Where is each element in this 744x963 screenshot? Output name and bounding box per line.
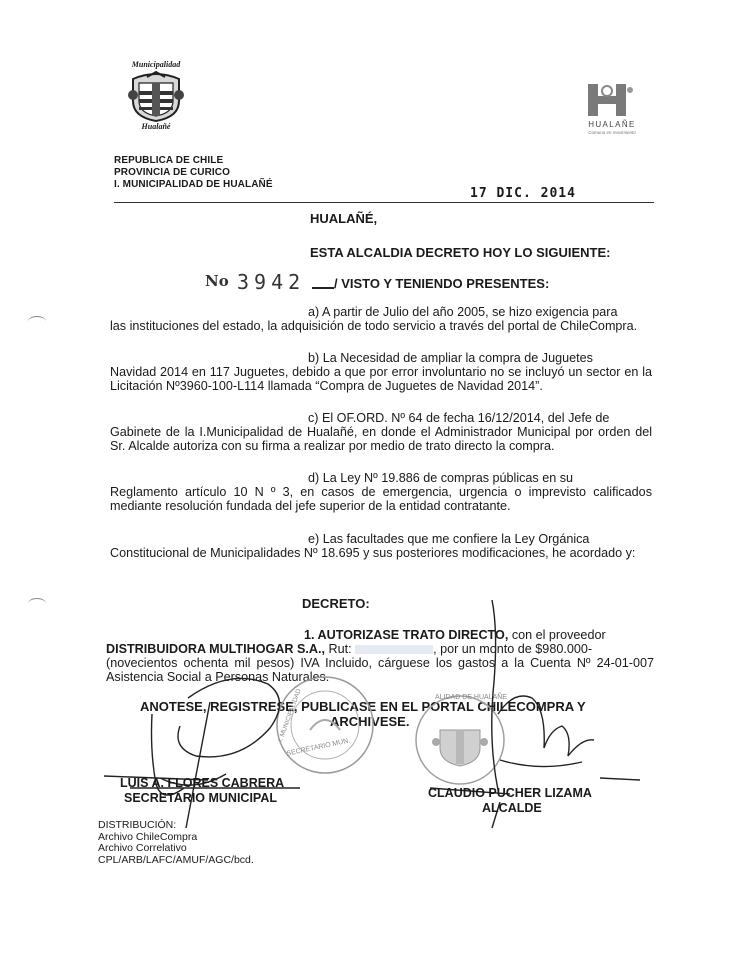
header-municipality: I. MUNICIPALIDAD DE HUALAÑÉ [114, 179, 273, 190]
mayor-title: ALCALDE [482, 801, 542, 815]
article-1-after-heading: con el proveedor [511, 628, 606, 642]
municipal-seal [122, 60, 190, 134]
secretary-signature [104, 678, 300, 828]
closing-line-1: ANOTESE, REGISTRESE, PUBLICASE EN EL PORTAL CHILECOMPRA Y [140, 699, 586, 714]
distribution-heading: DISTRIBUCIÓN: [98, 819, 177, 831]
article-1-heading: 1. AUTORIZASE TRATO DIRECTO, [304, 628, 509, 642]
stamp-side-text: I. MUNICIPALIDAD [277, 688, 303, 743]
brand-name: HUALAÑE [588, 120, 636, 129]
paragraph-d-rest: Reglamento artículo 10 N º 3, en casos de emergencia, urgencia o imprevisto calificados mediante resolución fundada del jefe superior de la entidad contratante. [110, 485, 652, 513]
header-province: PROVINCIA DE CURICO [114, 167, 230, 178]
paragraph-e-rest: Constitucional de Municipalidades Nº 18.695 y sus posteriores modificaciones, he acordado y: [110, 546, 636, 560]
number-prefix: No [205, 272, 229, 290]
closing-line-2: ARCHIVESE. [330, 714, 410, 729]
header-rule [114, 202, 654, 203]
seal-top-text: Municipalidad [131, 60, 181, 69]
brand-logo [580, 82, 652, 142]
paragraph-e-first: e) Las facultades que me confiere la Ley Orgánica [308, 532, 590, 546]
secretary-title: SECRETARIO MUNICIPAL [124, 791, 278, 805]
distribution-list [98, 820, 254, 866]
paragraph-c-rest: Gabinete de la I.Municipalidad de Hualañé, en donde el Administrador Municipal por orden del Sr. Alcalde autoriza con su firma a realizar por medio de trato directo la compra. [110, 425, 652, 453]
rut-label: Rut: [328, 642, 352, 656]
decree-date-stamp: 17 DIC. 2014 [470, 186, 576, 201]
paragraph-b-first: b) La Necesidad de ampliar la compra de Juguetes [308, 351, 593, 365]
decreto-heading: DECRETO: [302, 596, 370, 611]
mayor-stamp-text: ALIDAD DE HUALAÑE [435, 694, 507, 701]
decree-intro: ESTA ALCALDIA DECRETO HOY LO SIGUIENTE: [310, 245, 611, 260]
distribution-item: Archivo Correlativo [98, 842, 187, 854]
paragraph-b-rest: Navidad 2014 en 117 Juguetes, debido a que por error involuntario no se incluyó un sector en la Licitación Nº3960-100-L114 llamada “Compra de Juguetes de Navidad 2014”. [110, 365, 652, 393]
hualane-logo-icon [586, 82, 634, 118]
article-1-rest: (novecientos ochenta mil pesos) IVA Incluido, cárguese los gastos a la Cuenta Nº 24-01-007 Asistencia Social a Personas Naturales. [106, 656, 654, 684]
number-underline [312, 287, 334, 289]
paragraph-c-first: c) El OF.ORD. Nº 64 de fecha 16/12/2014, del Jefe de [308, 411, 610, 425]
place-line: HUALAÑÉ, [310, 211, 378, 226]
distribution-item: CPL/ARB/LAFC/AMUF/AGC/bcd. [98, 853, 254, 866]
article-1-amount: , por un monto de $980.000- [433, 642, 593, 656]
secretary-name: LUIS A. FLORES CABRERA [120, 776, 285, 790]
decree-number: 3942 [237, 270, 306, 294]
brand-tagline: Comuna en movimiento [588, 130, 636, 135]
header-republic: REPUBLICA DE CHILE [114, 155, 224, 166]
distribution-item: Archivo ChileCompra [98, 830, 198, 843]
punch-hole-mark [28, 316, 46, 327]
paragraph-d-first: d) La Ley Nº 19.886 de compras públicas en su [308, 471, 574, 485]
seal-bottom-text: Hualañé [141, 122, 171, 131]
visto-line: / VISTO Y TENIENDO PRESENTES: [334, 276, 550, 291]
stamp-bottom-text: SECRETARIO MUN. [285, 737, 351, 758]
paragraph-a-first: a) A partir de Julio del año 2005, se hizo exigencia para [308, 305, 618, 319]
mayor-name: CLAUDIO PUCHER LIZAMA [428, 786, 592, 800]
supplier-name: DISTRIBUIDORA MULTIHOGAR S.A., [106, 642, 325, 656]
punch-hole-mark [28, 598, 46, 609]
municipal-coat-of-arms-icon [127, 71, 185, 123]
paragraph-a-rest: las instituciones del estado, la adquisición de todo servicio a través del portal de ChileCompra. [110, 319, 638, 333]
